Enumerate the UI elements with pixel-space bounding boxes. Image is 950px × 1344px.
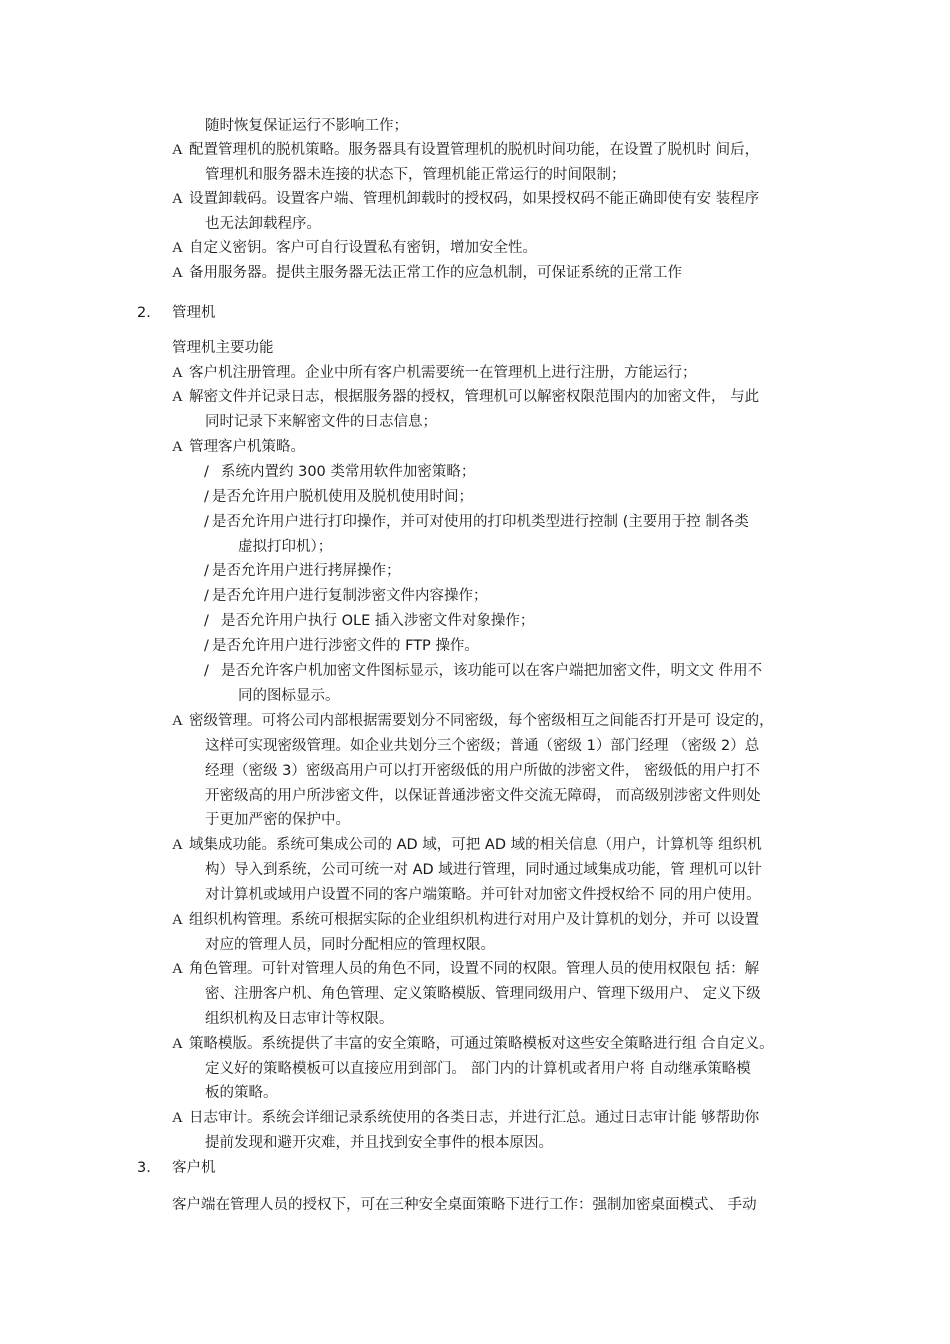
bullet-text: 日志审计。系统会详细记录系统使用的各类日志，并进行汇总。通过日志审计能 够帮助你	[189, 1110, 760, 1126]
bullet-text: 这样可实现密级管理。如企业共划分三个密级；普通（密级 1）部门经理 （密级 2）总	[205, 738, 760, 754]
policy-marker: /	[204, 663, 209, 679]
bullet-text: 对应的管理人员，同时分配相应的管理权限。	[205, 937, 495, 953]
bullet-text: 设置卸载码。设置客户端、管理机卸载时的授权码，如果授权码不能正确即使有安 装程序	[189, 191, 760, 207]
bullet-text: 组织机构及日志审计等权限。	[205, 1011, 394, 1027]
policy-text: 是否允许用户脱机使用及脱机使用时间；	[212, 489, 473, 505]
section-number: 3.	[137, 1160, 151, 1176]
policy-text: 是否允许用户进行涉密文件的 FTP 操作。	[212, 638, 479, 654]
policy-marker: /	[204, 514, 209, 530]
bullet-marker: A	[172, 713, 183, 729]
section-title: 客户机	[172, 1160, 216, 1176]
bullet-text: 提前发现和避开灾难，并且找到安全事件的根本原因。	[205, 1135, 553, 1151]
bullet-marker: A	[172, 837, 183, 853]
bullet-text: 构）导入到系统，公司可统一对 AD 域进行管理，同时通过域集成功能，管 理机可以针	[205, 862, 762, 878]
policy-text: 是否允许用户进行打印操作，并可对使用的打印机类型进行控制 (主要用于控 制各类	[212, 514, 749, 530]
bullet-text: 定义好的策略模板可以直接应用到部门。 部门内的计算机或者用户将 自动继承策略模	[205, 1061, 751, 1077]
bullet-text: 密、注册客户机、角色管理、定义策略模版、管理同级用户、管理下级用户、 定义下级	[205, 986, 761, 1002]
bullet-text: 也无法卸载程序。	[205, 216, 321, 232]
policy-marker: /	[204, 563, 209, 579]
policy-text: 是否允许用户执行 OLE 插入涉密文件对象操作；	[221, 613, 535, 629]
section-paragraph: 客户端在管理人员的授权下，可在三种安全桌面策略下进行工作：强制加密桌面模式、 手动	[172, 1197, 757, 1213]
policy-text: 虚拟打印机）；	[238, 539, 333, 555]
bullet-text: 开密级高的用户所涉密文件，以保证普通涉密文件交流无障碍， 而高级别涉密文件则处	[205, 788, 761, 804]
bullet-text: 同时记录下来解密文件的日志信息；	[205, 414, 437, 430]
bullet-marker: A	[172, 142, 183, 158]
section-number: 2.	[137, 305, 151, 321]
bullet-text: 域集成功能。系统可集成公司的 AD 域，可把 AD 域的相关信息（用户，计算机等 组织机	[189, 837, 762, 853]
bullet-marker: A	[172, 389, 183, 405]
policy-text: 是否允许客户机加密文件图标显示，该功能可以在客户端把加密文件，明文文 件用不	[221, 663, 763, 679]
section-subtitle: 管理机主要功能	[172, 340, 274, 356]
bullet-text: 自定义密钥。客户可自行设置私有密钥，增加安全性。	[189, 240, 537, 256]
bullet-marker: A	[172, 191, 183, 207]
policy-marker: /	[204, 613, 209, 629]
bullet-text: 管理客户机策略。	[189, 439, 305, 455]
bullet-marker: A	[172, 240, 183, 256]
policy-text: 系统内置约 300 类常用软件加密策略；	[221, 464, 476, 480]
bullet-text: 组织机构管理。系统可根据实际的企业组织机构进行对用户及计算机的划分，并可 以设置	[189, 912, 760, 928]
bullet-text: 配置管理机的脱机策略。服务器具有设置管理机的脱机时间功能，在设置了脱机时 间后，	[189, 142, 760, 158]
policy-marker: /	[204, 588, 209, 604]
bullet-marker: A	[172, 265, 183, 281]
bullet-marker: A	[172, 912, 183, 928]
bullet-text: 对计算机或域用户设置不同的客户端策略。并可针对加密文件授权给不 同的用户使用。	[205, 887, 761, 903]
bullet-text: 备用服务器。提供主服务器无法正常工作的应急机制，可保证系统的正常工作	[189, 265, 682, 281]
policy-text: 是否允许用户进行拷屏操作；	[212, 563, 401, 579]
policy-marker: /	[204, 464, 209, 480]
bullet-marker: A	[172, 1110, 183, 1126]
bullet-marker: A	[172, 1036, 183, 1052]
bullet-marker: A	[172, 961, 183, 977]
policy-text: 是否允许用户进行复制涉密文件内容操作；	[212, 588, 488, 604]
bullet-text: 板的策略。	[205, 1085, 278, 1101]
bullet-marker: A	[172, 439, 183, 455]
bullet-text: 于更加严密的保护中。	[205, 812, 350, 828]
bullet-text: 客户机注册管理。企业中所有客户机需要统一在管理机上进行注册，方能运行；	[189, 365, 697, 381]
bullet-text: 管理机和服务器未连接的状态下，管理机能正常运行的时间限制；	[205, 167, 626, 183]
policy-text: 同的图标显示。	[238, 688, 340, 704]
bullet-text: 解密文件并记录日志，根据服务器的授权，管理机可以解密权限范围内的加密文件， 与此	[189, 389, 760, 405]
continuation-text: 随时恢复保证运行不影响工作；	[205, 118, 408, 134]
bullet-marker: A	[172, 365, 183, 381]
bullet-text: 角色管理。可针对管理人员的角色不同，设置不同的权限。管理人员的使用权限包 括：解	[189, 961, 760, 977]
section-title: 管理机	[172, 305, 216, 321]
bullet-text: 策略模版。系统提供了丰富的安全策略，可通过策略模板对这些安全策略进行组 合自定义。	[189, 1036, 774, 1052]
bullet-text: 经理（密级 3）密级高用户可以打开密级低的用户所做的涉密文件， 密级低的用户打不	[205, 763, 760, 779]
bullet-text: 密级管理。可将公司内部根据需要划分不同密级，每个密级相互之间能否打开是可 设定的，	[189, 713, 774, 729]
policy-marker: /	[204, 489, 209, 505]
policy-marker: /	[204, 638, 209, 654]
